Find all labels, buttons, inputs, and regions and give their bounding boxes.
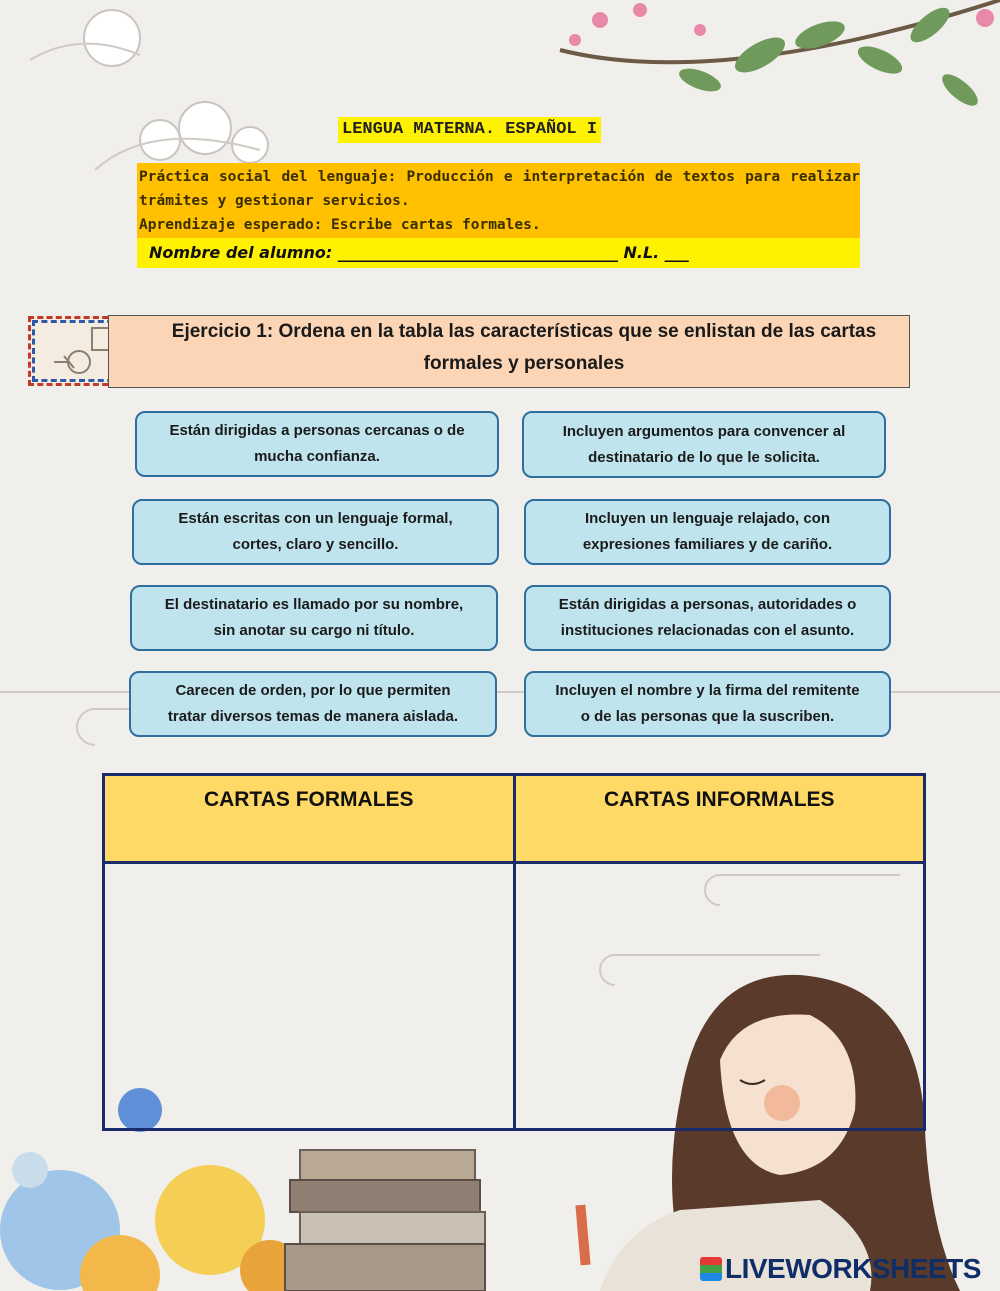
card-text: cortes, claro y sencillo. (232, 536, 399, 553)
learning-objective: Aprendizaje esperado: Escribe cartas formales. (139, 217, 541, 233)
card-text: Incluyen un lenguaje relajado, con (584, 510, 831, 527)
card-text: Incluyen el nombre y la firma del remitente (555, 682, 860, 699)
card-text: El destinatario es llamado por su nombre, (164, 596, 464, 613)
draggable-card[interactable] (135, 411, 499, 477)
column-header-informal: CARTAS INFORMALES (514, 775, 925, 863)
card-text: Están escritas con un lenguaje formal, (178, 510, 453, 527)
practice-line-1: Práctica social del lenguaje: Producción e interpretación de textos para realizar (139, 169, 860, 185)
card-text: Incluyen argumentos para convencer al (562, 422, 846, 440)
card-text: o de las personas que la suscriben. (580, 708, 835, 725)
card-text: Carecen de orden, por lo que permiten (175, 682, 451, 699)
exercise-line-2: formales y personales (423, 353, 625, 374)
card-text: instituciones relacionadas con el asunto. (560, 622, 855, 639)
card-text: mucha confianza. (254, 448, 380, 465)
student-label: Nombre del alumno: (149, 243, 333, 262)
drop-zone-informal[interactable] (514, 863, 925, 1130)
practice-line-2: trámites y gestionar servicios. (139, 193, 410, 209)
card-text: Están dirigidas a personas cercanas o de (169, 422, 465, 439)
liveworksheets-logo[interactable] (700, 1253, 981, 1285)
card-text: destinatario de lo que le solicita. (588, 448, 820, 466)
logo-text: LIVEWORKSHEETS (725, 1253, 981, 1284)
nl-label: N.L. (623, 243, 660, 262)
card-text: sin anotar su cargo ni título. (213, 622, 415, 639)
card-text: tratar diversos temas de manera aislada. (167, 708, 459, 725)
draggable-card[interactable] (129, 671, 497, 737)
draggable-card[interactable] (522, 411, 886, 478)
exercise-instruction (108, 315, 910, 388)
logo-icon (700, 1257, 722, 1281)
card-text: expresiones familiares y de cariño. (582, 536, 833, 553)
worksheet-title: LENGUA MATERNA. ESPAÑOL I (338, 117, 601, 143)
practice-info (137, 163, 860, 240)
student-name-field[interactable]: ___________________________________ (337, 243, 618, 262)
draggable-card[interactable] (524, 499, 891, 565)
exercise-line-1: Ejercicio 1: Ordena en la tabla las características que se enlistan de las cartas (171, 321, 877, 342)
drop-zone-formal[interactable] (104, 863, 515, 1130)
nl-field[interactable]: ___ (664, 243, 689, 262)
draggable-card[interactable] (130, 585, 498, 651)
draggable-card[interactable] (524, 671, 891, 737)
draggable-card[interactable] (524, 585, 891, 651)
draggable-card[interactable] (132, 499, 499, 565)
student-name-row (137, 238, 860, 268)
card-text: Están dirigidas a personas, autoridades o (558, 596, 857, 613)
sorting-table (102, 773, 926, 1131)
column-header-formal: CARTAS FORMALES (104, 775, 515, 863)
